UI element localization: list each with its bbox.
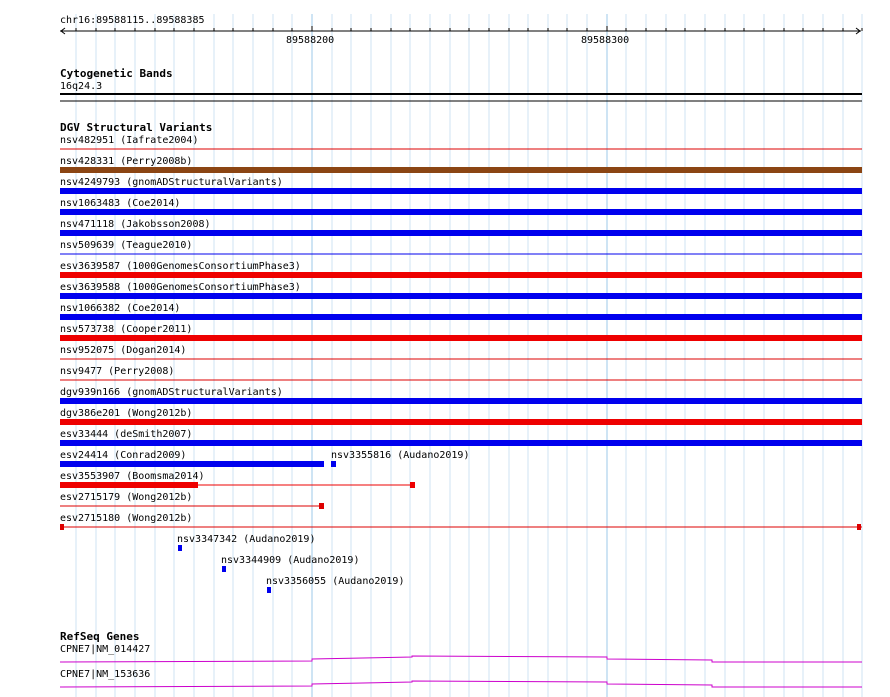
feature-bar[interactable] [60,293,862,299]
feature-label[interactable]: nsv3356055 (Audano2019) [266,576,405,587]
feature-label[interactable]: esv2715179 (Wong2012b) [60,492,193,503]
cytoband-label[interactable]: 16q24.3 [60,81,103,92]
feature-label[interactable]: nsv952075 (Dogan2014) [60,345,187,356]
feature-label[interactable]: nsv1063483 (Coe2014) [60,198,181,209]
feature-bar[interactable] [60,461,324,467]
feature-bar[interactable] [60,335,862,341]
feature-bar[interactable] [60,167,862,173]
ruler-location: chr16:89588115..89588385 [60,15,205,26]
feature-label[interactable]: nsv3347342 (Audano2019) [177,534,316,545]
feature-label[interactable]: nsv482951 (Iafrate2004) [60,135,199,146]
feature-label[interactable]: esv33444 (deSmith2007) [60,429,193,440]
cytoband-track-title: Cytogenetic Bands [60,67,173,80]
feature-label[interactable]: nsv9477 (Perry2008) [60,366,175,377]
dgv-track-title: DGV Structural Variants [60,121,213,134]
feature-label[interactable]: esv3639587 (1000GenomesConsortiumPhase3) [60,261,301,272]
feature-bar[interactable] [267,587,271,593]
feature-bar[interactable] [331,461,336,467]
feature-label[interactable]: nsv509639 (Teague2010) [60,240,193,251]
feature-end-marker[interactable] [857,524,861,530]
feature-label[interactable]: dgv386e201 (Wong2012b) [60,408,193,419]
feature-bar[interactable] [60,419,862,425]
feature-bar[interactable] [60,209,862,215]
cytoband-track[interactable] [60,93,862,101]
ruler-tick-label: 89588300 [581,35,630,46]
dgv-features[interactable] [60,149,862,593]
gene-line[interactable] [60,656,862,662]
feature-label[interactable]: nsv4249793 (gnomADStructuralVariants) [60,177,283,188]
feature-end-marker[interactable] [319,503,324,509]
refseq-track-title: RefSeq Genes [60,630,140,643]
feature-bar[interactable] [60,272,862,278]
gene-label[interactable]: CPNE7|NM_153636 [60,669,151,680]
ruler[interactable] [60,26,862,34]
gene-line[interactable] [60,681,862,687]
vertical-gridlines [76,14,862,697]
ruler-tick-label: 89588200 [286,35,335,46]
feature-label[interactable]: nsv3355816 (Audano2019) [331,450,470,461]
feature-label[interactable]: nsv428331 (Perry2008b) [60,156,193,167]
feature-label[interactable]: nsv3344909 (Audano2019) [221,555,360,566]
feature-bar[interactable] [60,314,862,320]
refseq-gene-lines[interactable] [60,656,862,687]
cytoband-bar[interactable] [60,93,862,95]
feature-bar[interactable] [60,188,862,194]
feature-end-marker[interactable] [60,524,64,530]
feature-label[interactable]: esv3553907 (Boomsma2014) [60,471,205,482]
gene-label[interactable]: CPNE7|NM_014427 [60,644,151,655]
feature-bar[interactable] [60,440,862,446]
feature-bar[interactable] [178,545,182,551]
feature-label[interactable]: esv24414 (Conrad2009) [60,450,187,461]
feature-label[interactable]: esv2715180 (Wong2012b) [60,513,193,524]
feature-end-marker[interactable] [410,482,415,488]
feature-bar[interactable] [60,230,862,236]
feature-bar[interactable] [60,398,862,404]
feature-label[interactable]: nsv1066382 (Coe2014) [60,303,181,314]
feature-label[interactable]: nsv573738 (Cooper2011) [60,324,193,335]
feature-bar[interactable] [222,566,226,572]
feature-label[interactable]: nsv471118 (Jakobsson2008) [60,219,211,230]
feature-label[interactable]: esv3639588 (1000GenomesConsortiumPhase3) [60,282,301,293]
feature-label[interactable]: dgv939n166 (gnomADStructuralVariants) [60,387,283,398]
feature-bar[interactable] [60,482,198,488]
